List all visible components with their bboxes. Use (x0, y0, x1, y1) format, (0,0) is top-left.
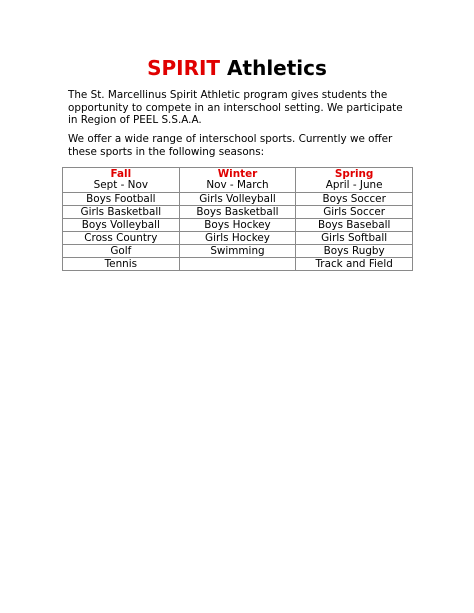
table-cell: Girls Basketball (63, 206, 180, 219)
table-cell: Girls Soccer (296, 206, 413, 219)
season-label: Winter (217, 168, 258, 180)
table-cell: Boys Football (63, 193, 180, 206)
page-title (0, 56, 474, 80)
season-label: Fall (110, 168, 132, 180)
table-cell: Girls Hockey (179, 232, 296, 245)
header-winter (179, 168, 296, 193)
season-range: April - June (325, 179, 383, 191)
table-cell: Swimming (179, 245, 296, 258)
table-row (63, 206, 413, 219)
intro-paragraph: The St. Marcellinus Spirit Athletic program gives students the opportunity to compete in an interschool setting. We participate in Region of PEEL S.S.A.A. (68, 89, 403, 126)
table-cell: Boys Baseball (296, 219, 413, 232)
title-rest: Athletics (220, 56, 327, 80)
season-label: Spring (334, 168, 374, 180)
table-row (63, 245, 413, 258)
table-cell: Golf (63, 245, 180, 258)
table-row (63, 219, 413, 232)
season-range: Nov - March (206, 179, 269, 191)
table-cell: Girls Softball (296, 232, 413, 245)
table-cell: Boys Hockey (179, 219, 296, 232)
sports-table (62, 167, 413, 271)
table-cell: Tennis (63, 258, 180, 271)
table-cell: Boys Soccer (296, 193, 413, 206)
table-row (63, 193, 413, 206)
table-row (63, 258, 413, 271)
header-spring (296, 168, 413, 193)
title-accent: SPIRIT (147, 56, 221, 80)
season-range: Sept - Nov (93, 179, 148, 191)
seasons-paragraph: We offer a wide range of interschool sports. Currently we offer these sports in the following seasons: (68, 133, 393, 158)
table-cell: Boys Rugby (296, 245, 413, 258)
table-cell (179, 258, 296, 271)
table-cell: Boys Basketball (179, 206, 296, 219)
table-cell: Cross Country (63, 232, 180, 245)
table-cell: Girls Volleyball (179, 193, 296, 206)
header-fall (63, 168, 180, 193)
table-header-row (63, 168, 413, 193)
table-cell: Track and Field (296, 258, 413, 271)
table-cell: Boys Volleyball (63, 219, 180, 232)
table-row (63, 232, 413, 245)
